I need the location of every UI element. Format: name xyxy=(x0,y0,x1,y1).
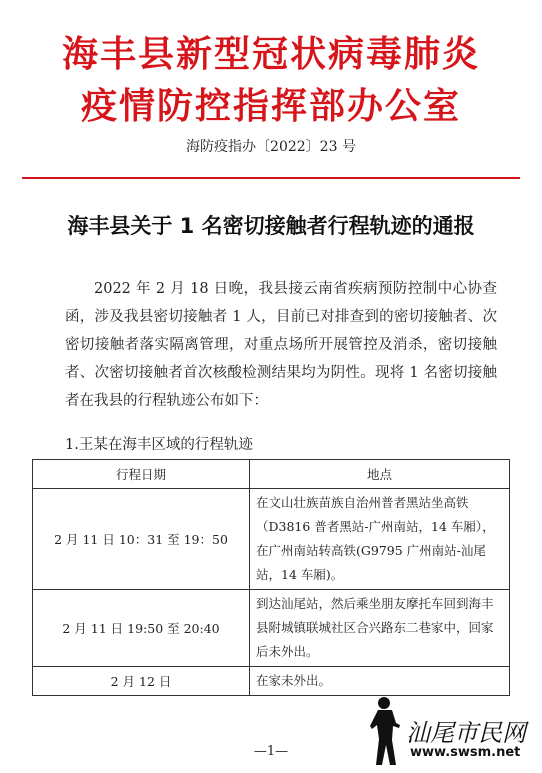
table-header-row xyxy=(33,460,510,489)
header-line-2: 疫情防控指挥部办公室 xyxy=(80,85,461,127)
table-row xyxy=(33,590,510,667)
page-number: —1— xyxy=(253,744,289,759)
row-date: 2 月 11 日 10：31 至 19：50 xyxy=(33,489,250,590)
document-title: 海丰县关于 1 名密切接触者行程轨迹的通报 xyxy=(67,214,475,238)
silhouette-icon xyxy=(366,695,410,767)
row-date: 2 月 12 日 xyxy=(33,667,250,696)
row-date: 2 月 11 日 19:50 至 20:40 xyxy=(33,590,250,667)
header-line-1: 海丰县新型冠状病毒肺炎 xyxy=(61,33,480,75)
row-place: 到达汕尾站，然后乘坐朋友摩托车回到海丰县附城镇联城社区合兴路东二巷家中，回家后未外出。 xyxy=(250,590,510,667)
site-watermark xyxy=(366,695,536,767)
row-place: 在文山壮族苗族自治州普者黑站坐高铁（D3816 普者黑站-广州南站，14 车厢），在广州南站转高铁(G9795 广州南站-汕尾站，14 车厢)。 xyxy=(250,489,510,590)
table-header-date: 行程日期 xyxy=(33,460,250,489)
document-number: 海防疫指办〔2022〕23 号 xyxy=(186,139,356,155)
itinerary-table xyxy=(32,459,510,696)
table-header-place: 地点 xyxy=(250,460,510,489)
table-row xyxy=(33,489,510,590)
watermark-name: 汕尾市民网 xyxy=(406,719,526,747)
section-heading: 1.王某在海丰区域的行程轨迹 xyxy=(65,437,253,453)
row-place: 在家未外出。 xyxy=(250,667,510,696)
watermark-url: www.swsm.net xyxy=(410,745,521,760)
table-row xyxy=(33,667,510,696)
red-divider xyxy=(22,177,520,179)
body-paragraph: 2022 年 2 月 18 日晚，我县接云南省疾病预防控制中心协查函，涉及我县密切接触者 1 人，目前已对排查到的密切接触者、次密切接触者落实隔离管理，对重点场所开展管控及消杀，密切接触者、次密切接触者首次核酸检测结果均为阴性。现将 1 名密切接触者在我县的行程轨迹公布如下： xyxy=(65,281,497,409)
